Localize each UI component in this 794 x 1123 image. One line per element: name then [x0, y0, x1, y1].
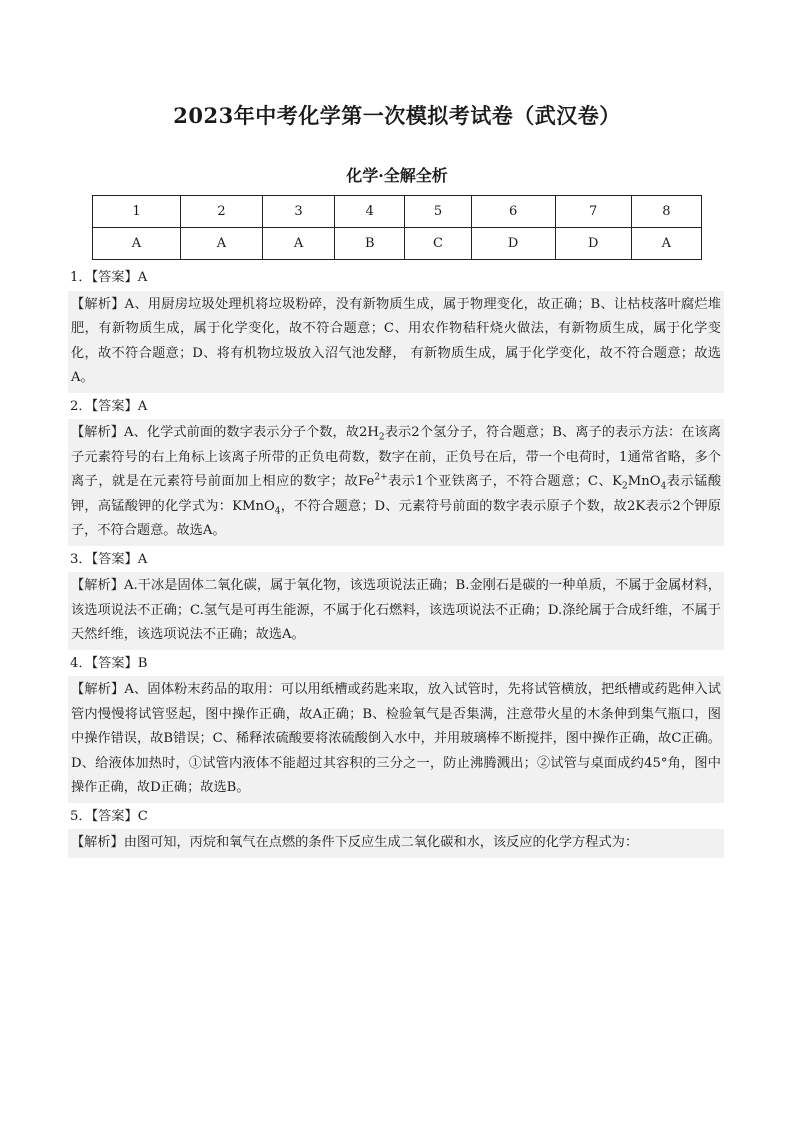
answer-cell: C [405, 228, 471, 260]
superscript: 2+ [374, 472, 388, 483]
answer-cell: A [262, 228, 334, 260]
question-number: 5 [405, 196, 471, 228]
answer-label: 5．【答案】C [70, 808, 148, 824]
explanation-text: 表示1个亚铁离子，不符合题意；C、K [387, 474, 623, 489]
question-number: 8 [631, 196, 701, 228]
subscript: 2 [378, 432, 385, 443]
question-number: 7 [555, 196, 631, 228]
answer-row [93, 228, 702, 260]
solutions-content [68, 266, 724, 860]
question-number: 2 [180, 196, 262, 228]
question-number: 3 [262, 196, 334, 228]
explanation-block: 【解析】A、固体粉末药品的取用：可以用纸槽或药匙来取，放入试管时，先将试管横放，把纸槽或药匙伸入试管内慢慢将试管竖起，图中操作正确，故A正确；B、检验氧气是否集满，注意带火星的木条伸到集气瓶口，图中操作错误，故B错误；C、稀释浓硫酸要将浓硫酸倒入水中，并用玻璃棒不断搅拌，图中操作正确，故C正确。D、给液体加热时，①试管内液体不能超过其容积的三分之一，防止沸腾溅出；②试管与桌面成约45°角，图中操作正确，故D正确；故选B。 [68, 676, 724, 803]
explanation-text: MnO [627, 474, 661, 489]
answer-cell: A [631, 228, 701, 260]
answer-label: 2．【答案】A [70, 398, 148, 414]
answer-cell: A [180, 228, 262, 260]
explanation-text: ，不符合题意；D、元素符号前面的数字表示原子个数，故2K表示2个钾原子，不符合题意。故选A。 [71, 498, 721, 538]
answer-label: 1．【答案】A [70, 270, 148, 285]
question-number: 6 [471, 196, 555, 228]
explanation-block: 【解析】A、用厨房垃圾处理机将垃圾粉碎，没有新物质生成，属于物理变化，故正确；B、让枯枝落叶腐烂堆肥，有新物质生成，属于化学变化，故不符合题意；C、用农作物秸秆烧火做法，有新物质生成，属于化学变化，故不符合题意；D、将有机物垃圾放入沼气池发酵， 有新物质生成，属于化学变化，故不符合题意；故选A。 [68, 291, 724, 393]
page-subtitle: 化学·全解全析 [346, 166, 448, 185]
answer-label: 3．【答案】A [70, 551, 148, 567]
question-number: 1 [93, 196, 181, 228]
explanation-block: 【解析】A.干冰是固体二氧化碳，属于氧化物，该选项说法正确；B.金刚石是碳的一种单质，不属于金属材料，该选项说法不正确；C.氢气是可再生能源，不属于化石燃料，该选项说法不正确；D.涤纶属于合成纤维，不属于天然纤维，该选项说法不正确；故选A。 [68, 572, 724, 650]
subscript: 2 [622, 481, 628, 492]
explanation-block: 【解析】由图可知，丙烷和氧气在点燃的条件下反应生成二氧化碳和水，该反应的化学方程式为： [68, 829, 724, 858]
page-title: 2023年中考化学第一次模拟考试卷（武汉卷） [173, 103, 621, 128]
explanation-text: 【解析】A、化学式前面的数字表示分子个数，故2H [71, 425, 379, 440]
question-number-row [93, 196, 702, 228]
subscript: 4 [660, 481, 667, 492]
explanation-block [68, 419, 724, 546]
explanation-text: 表示锰酸钾，高锰酸钾的化学式为：KMnO [71, 474, 722, 514]
answer-cell: A [93, 228, 181, 260]
question-number: 4 [335, 196, 405, 228]
explanation-text: 表示2个氢分子，符合题意；B、离子的表示方法：在该离子元素符号的右上角标上该离子所带的正负电荷数，数字在前，正负号在后，带一个电荷时，1通常省略，多个离子，就是在元素符号前面加上相应的数字；故Fe [71, 425, 721, 489]
answer-table [92, 195, 702, 260]
answer-cell: B [335, 228, 405, 260]
answer-cell: D [471, 228, 555, 260]
answer-label: 4．【答案】B [70, 655, 148, 671]
answer-cell: D [555, 228, 631, 260]
subscript: 4 [274, 506, 281, 517]
